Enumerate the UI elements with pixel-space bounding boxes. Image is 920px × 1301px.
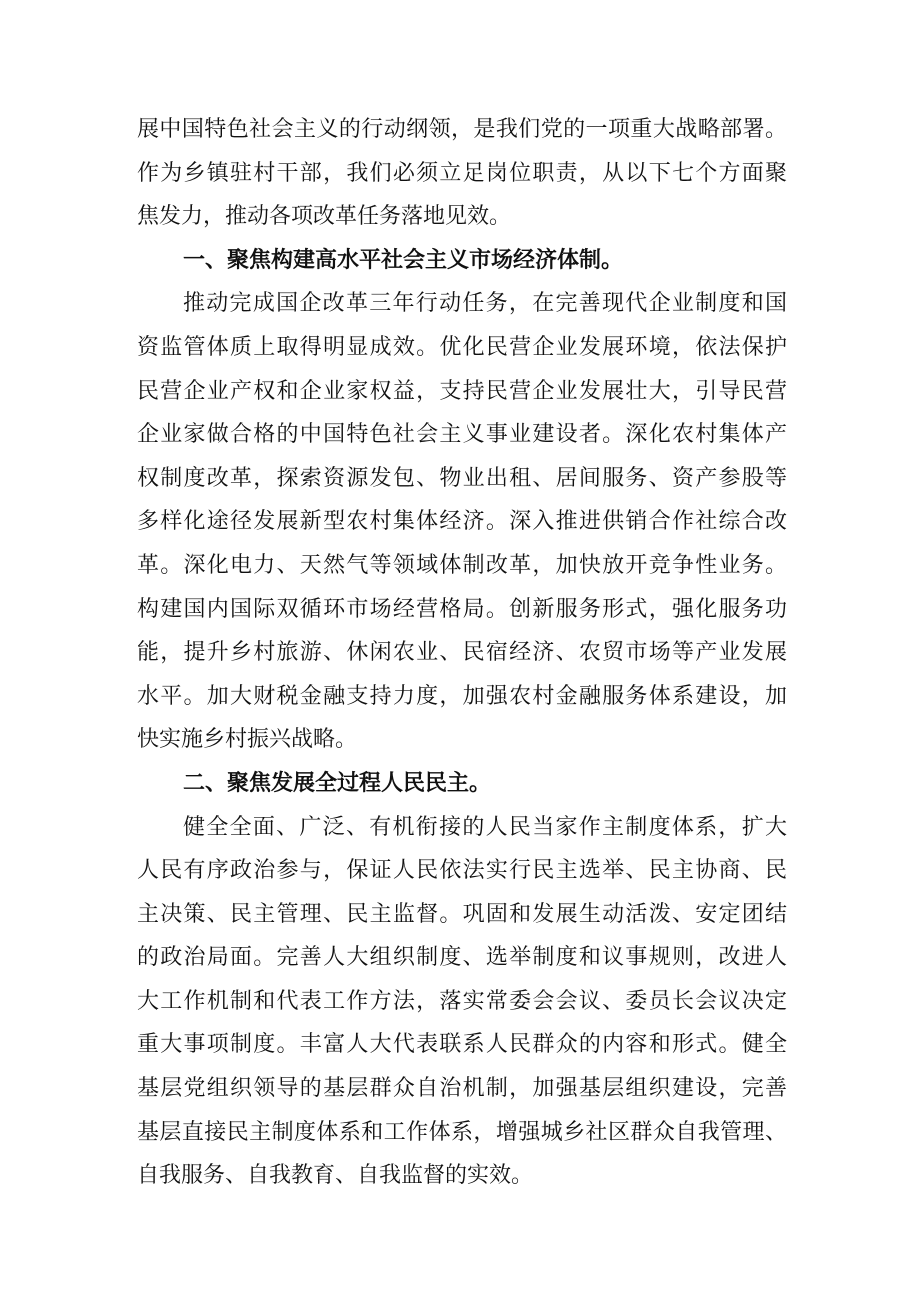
body-text-line: 民营企业产权和企业家权益，支持民营企业发展壮大，引导民营 bbox=[137, 378, 787, 404]
body-text-line: 多样化途径发展新型农村集体经济。深入推进供销合作社综合改 bbox=[137, 509, 787, 535]
body-text-line: 能，提升乡村旅游、休闲农业、民宿经济、农贸市场等产业发展 bbox=[137, 640, 787, 666]
body-text-line: 人民有序政治参与，保证人民依法实行民主选举、民主协商、民 bbox=[137, 858, 787, 884]
body-text-line: 重大事项制度。丰富人大代表联系人民群众的内容和形式。健全 bbox=[137, 1032, 787, 1058]
body-text-line: 推动完成国企改革三年行动任务，在完善现代企业制度和国 bbox=[183, 291, 787, 317]
body-text-line: 革。深化电力、天然气等领域体制改革，加快放开竞争性业务。 bbox=[137, 552, 787, 578]
body-text-line: 资监管体质上取得明显成效。优化民营企业发展环境，依法保护 bbox=[137, 334, 787, 360]
body-text-line: 的政治局面。完善人大组织制度、选举制度和议事规则，改进人 bbox=[137, 945, 787, 971]
body-text-line: 展中国特色社会主义的行动纲领，是我们党的一项重大战略部署。 bbox=[137, 117, 787, 142]
body-text-line: 企业家做合格的中国特色社会主义事业建设者。深化农村集体产 bbox=[137, 422, 787, 448]
section-heading-2: 二、聚焦发展全过程人民民主。 bbox=[183, 770, 492, 796]
body-text-line: 焦发力，推动各项改革任务落地见效。 bbox=[137, 204, 512, 230]
body-text-line: 健全全面、广泛、有机衔接的人民当家作主制度体系，扩大 bbox=[183, 814, 787, 840]
document-body bbox=[137, 108, 787, 1198]
body-text-line: 大工作机制和代表工作方法，落实常委会会议、委员长会议决定 bbox=[137, 988, 787, 1014]
body-text-line: 基层党组织领导的基层群众自治机制，加强基层组织建设，完善 bbox=[137, 1076, 787, 1102]
body-text-line: 快实施乡村振兴战略。 bbox=[137, 727, 358, 753]
body-text-line: 自我服务、自我教育、自我监督的实效。 bbox=[137, 1163, 534, 1189]
body-text-line: 权制度改革，探索资源发包、物业出租、居间服务、资产参股等 bbox=[137, 465, 787, 491]
body-text-line: 构建国内国际双循环市场经营格局。创新服务形式，强化服务功 bbox=[137, 596, 787, 622]
body-text-line: 主决策、民主管理、民主监督。巩固和发展生动活泼、安定团结 bbox=[137, 901, 787, 927]
section-heading-1: 一、聚焦构建高水平社会主义市场经济体制。 bbox=[183, 247, 624, 273]
body-text-line: 水平。加大财税金融支持力度，加强农村金融服务体系建设，加 bbox=[137, 683, 787, 709]
body-text-line: 作为乡镇驻村干部，我们必须立足岗位职责，从以下七个方面聚 bbox=[137, 160, 787, 186]
body-text-line: 基层直接民主制度体系和工作体系，增强城乡社区群众自我管理、 bbox=[137, 1119, 787, 1145]
